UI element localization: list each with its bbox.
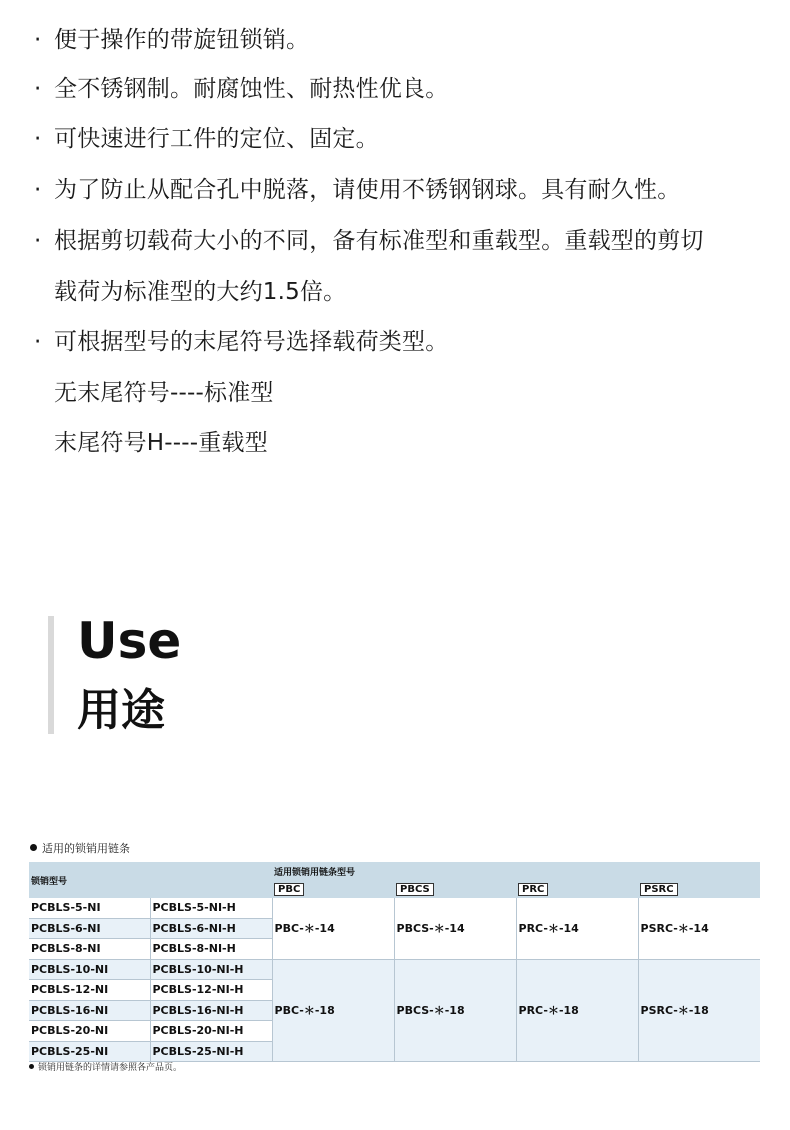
model-h-cell: PCBLS-16-NI-H [150,1000,272,1021]
chain-type-chip: PBC [274,883,304,896]
model-cell: PCBLS-16-NI [29,1000,150,1021]
chain-type-chip: PSRC [640,883,678,896]
bullet-icon [29,1064,34,1069]
chain-type-header [394,880,516,898]
table-title-text: 适用的锁销用链条 [42,842,130,855]
chain-cell: PSRC-＊-18 [638,959,760,1062]
feature-text: 全不锈钢制。耐腐蚀性、耐热性优良。 [54,76,449,102]
feature-item [34,226,704,256]
header-chain: 适用锁销用链条型号 [272,862,760,880]
compatibility-table [29,862,760,1062]
feature-text: 可快速进行工件的定位、固定。 [54,126,379,152]
model-h-cell: PCBLS-12-NI-H [150,980,272,1001]
feature-item [34,327,448,357]
model-h-cell: PCBLS-25-NI-H [150,1041,272,1062]
chain-cell: PBC-＊-18 [272,959,394,1062]
bullet-icon [30,844,37,851]
table-row [29,898,760,918]
table-note-text: 锁销用链条的详情请参照各产品页。 [38,1063,183,1073]
section-title-zh: 用途 [77,685,165,736]
chain-cell: PBC-＊-14 [272,898,394,959]
chain-type-chip: PRC [518,883,548,896]
section-accent-bar [48,616,54,734]
feature-text: 为了防止从配合孔中脱落，请使用不锈钢钢球。具有耐久性。 [54,177,681,203]
chain-type-header [638,880,760,898]
model-cell: PCBLS-12-NI [29,980,150,1001]
model-h-cell: PCBLS-20-NI-H [150,1021,272,1042]
feature-item [34,124,379,154]
feature-text: 便于操作的带旋钮锁销。 [54,27,310,53]
table-row [29,959,760,980]
feature-text: 根据剪切载荷大小的不同，备有标准型和重载型。重载型的剪切 [54,228,704,254]
feature-text: 可根据型号的末尾符号选择载荷类型。 [54,329,449,355]
table-title [30,842,130,856]
bullet-dot: · [34,27,42,53]
model-h-cell: PCBLS-8-NI-H [150,939,272,960]
bullet-dot: · [34,228,42,254]
chain-cell: PRC-＊-14 [516,898,638,959]
model-cell: PCBLS-6-NI [29,918,150,939]
chain-type-header [272,880,394,898]
feature-continuation: 载荷为标准型的大约1.5倍。 [54,279,347,305]
chain-cell: PSRC-＊-14 [638,898,760,959]
feature-item [34,25,309,55]
feature-subline: 无末尾符号----标准型 [54,380,274,406]
header-model: 锁销型号 [29,862,272,898]
model-cell: PCBLS-8-NI [29,939,150,960]
bullet-dot: · [34,177,42,203]
model-cell: PCBLS-5-NI [29,898,150,918]
chain-cell: PBCS-＊-14 [394,898,516,959]
model-cell: PCBLS-10-NI [29,959,150,980]
bullet-dot: · [34,329,42,355]
model-cell: PCBLS-25-NI [29,1041,150,1062]
bullet-dot: · [34,76,42,102]
model-h-cell: PCBLS-10-NI-H [150,959,272,980]
chain-cell: PBCS-＊-18 [394,959,516,1062]
section-title-en: Use [77,612,182,670]
chain-type-chip: PBCS [396,883,434,896]
chain-cell: PRC-＊-18 [516,959,638,1062]
chain-type-header [516,880,638,898]
model-h-cell: PCBLS-5-NI-H [150,898,272,918]
model-cell: PCBLS-20-NI [29,1021,150,1042]
feature-subline: 末尾符号H----重载型 [54,430,268,456]
feature-item [34,175,680,205]
table-note [29,1062,182,1074]
bullet-dot: · [34,126,42,152]
model-h-cell: PCBLS-6-NI-H [150,918,272,939]
feature-item [34,74,448,104]
